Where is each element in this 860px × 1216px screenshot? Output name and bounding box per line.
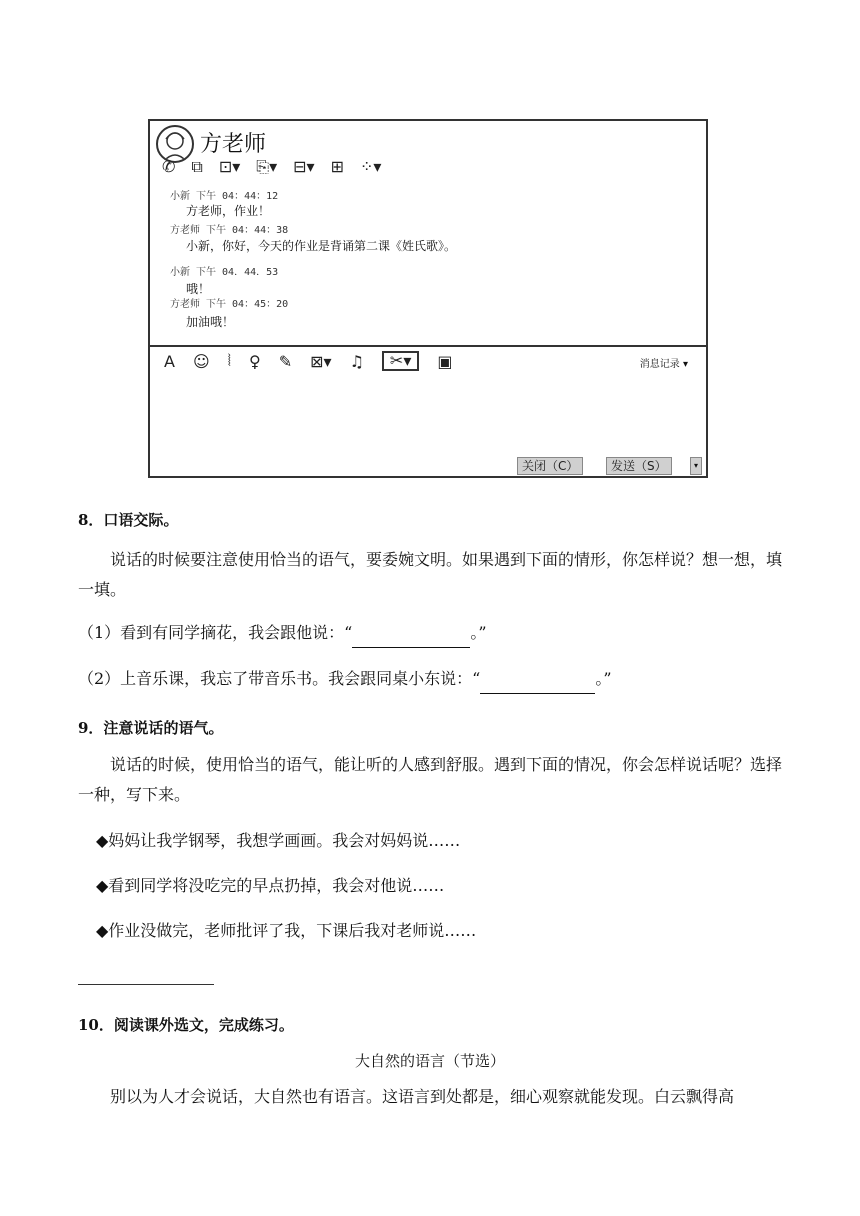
message-meta: 小新 下午 04：44：12: [170, 191, 279, 202]
option-item: ◆作业没做完，老师批评了我，下课后我对老师说……: [96, 921, 477, 940]
screenshot-scissors-icon[interactable]: ✂▾: [382, 351, 419, 371]
question-8-item-2: [78, 664, 612, 694]
message-text: 哦！: [186, 282, 211, 296]
history-label: 消息记录: [639, 359, 680, 370]
message-text: 方老师，作业！: [186, 204, 271, 218]
item-1-prefix: （1）看到有同学摘花，我会跟他说：“: [78, 623, 353, 642]
message-text: 加油哦！: [186, 315, 235, 329]
question-8-item-1: [78, 618, 487, 648]
message-meta: 方老师 下午 04：45：20: [170, 299, 289, 310]
file-transfer-icon[interactable]: ⎘▾: [256, 157, 278, 176]
close-button[interactable]: 关闭（C）: [517, 457, 583, 475]
remote-desktop-icon[interactable]: ⊟▾: [293, 157, 315, 176]
phone-icon[interactable]: ✆: [162, 157, 176, 176]
music-icon[interactable]: ♫: [349, 351, 364, 371]
pen-icon[interactable]: ✎: [278, 351, 293, 371]
question-8-title: 8．口语交际。: [78, 511, 179, 529]
emoji-icon[interactable]: ☺: [192, 351, 210, 371]
question-9-title: 9．注意说话的语气。: [78, 719, 224, 737]
message-history-button[interactable]: 消息记录 ▾: [639, 359, 688, 370]
option-item: ◆看到同学将没吃完的早点扔掉，我会对他说……: [96, 876, 445, 895]
font-icon[interactable]: A: [164, 351, 175, 371]
send-options-dropdown[interactable]: ▾: [690, 457, 702, 475]
message-meta: 小新 下午 04．44．53: [170, 267, 279, 278]
chat-divider: [150, 345, 706, 347]
send-button[interactable]: 发送（S）: [606, 457, 672, 475]
item-2-prefix: （2）上音乐课，我忘了带音乐书。我会跟同桌小东说：“: [78, 669, 481, 688]
question-8-intro: 说话的时候要注意使用恰当的语气，要委婉文明。如果遇到下面的情形，你怎样说？想一想，填一填。: [78, 550, 783, 599]
item-1-suffix: 。”: [470, 623, 487, 642]
app-icon[interactable]: ⊞: [330, 157, 344, 176]
shake-icon[interactable]: ⦚: [227, 351, 231, 370]
section-divider: [78, 984, 214, 985]
chat-input-toolbar: [164, 351, 452, 371]
document-icon[interactable]: ▣: [437, 351, 453, 371]
video-icon[interactable]: ⧉: [191, 157, 203, 176]
question-9-intro: 说话的时候，使用恰当的语气，能让听的人感到舒服。遇到下面的情况，你会怎样说话呢？选择一种，写下来。: [78, 755, 783, 804]
chat-top-toolbar: [162, 157, 381, 177]
question-10-title: 10．阅读课外选文，完成练习。: [78, 1016, 294, 1034]
screen-share-icon[interactable]: ⊡▾: [218, 157, 241, 176]
passage-text: 别以为人才会说话，大自然也有语言。这语言到处都是，细心观察就能发现。白云飘得高: [110, 1087, 735, 1106]
message-text: 小新，你好，今天的作业是背诵第二课《姓氏歌》。: [186, 239, 457, 253]
chat-window: [148, 119, 708, 478]
answer-blank-1[interactable]: [352, 631, 470, 648]
option-item: ◆妈妈让我学钢琴，我想学画画。我会对妈妈说……: [96, 831, 461, 850]
answer-blank-2[interactable]: [480, 677, 595, 694]
contact-name: 方老师: [200, 132, 267, 157]
item-2-suffix: 。”: [595, 669, 612, 688]
message-meta: 方老师 下午 04：44：38: [170, 225, 289, 236]
passage-title: 大自然的语言（节选）: [354, 1052, 505, 1070]
more-apps-icon[interactable]: ⁘▾: [359, 157, 382, 176]
image-icon[interactable]: ⊠▾: [310, 351, 332, 371]
voice-icon[interactable]: ♀: [249, 351, 261, 371]
